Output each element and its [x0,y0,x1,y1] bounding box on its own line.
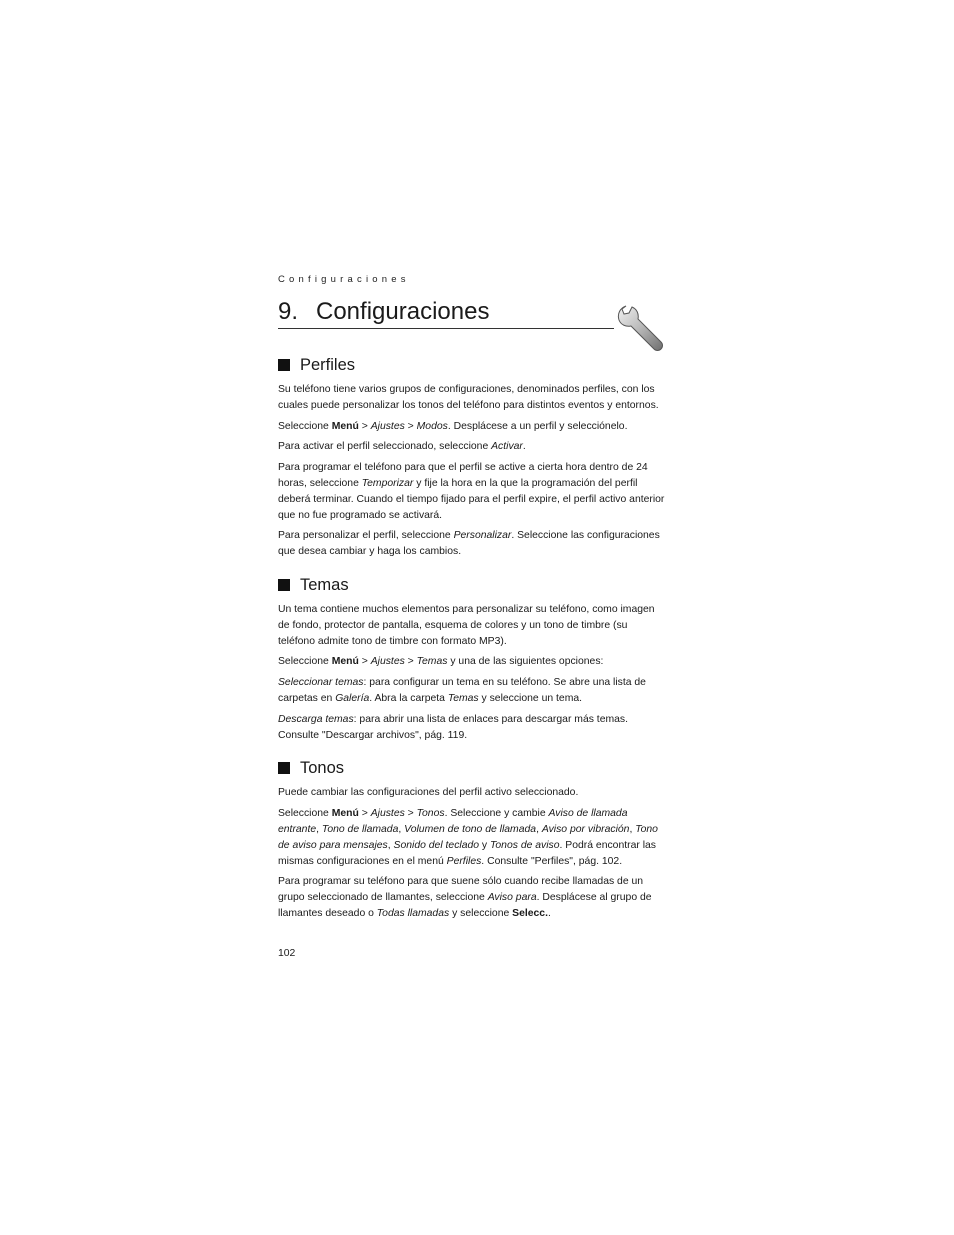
paragraph: Para activar el perfil seleccionado, seleccione Activar. [278,441,526,453]
paragraph: Seleccione Menú > Ajustes > Tonos. Seleccione y cambie Aviso de llamada entrante, Tono de llamada, Volumen de tono de llamada, Aviso por vibración, Tono de aviso para mensajes, Sonido del teclado y Tonos de aviso. Podrá encontrar las mismas configuraciones en el menú Perfiles. Consulte "Perfiles", pág. 102. [278,808,658,867]
section-heading-perfiles: Perfiles [278,354,666,376]
running-header: Configuraciones [278,274,410,285]
paragraph: Su teléfono tiene varios grupos de configuraciones, denominados perfiles, con los cuales puede personalizar los tonos del teléfono para distintos eventos y entornos. [278,384,659,411]
paragraph: Seleccionar temas: para configurar un tema en su teléfono. Se abre una lista de carpetas en Galería. Abra la carpeta Temas y seleccione un tema. [278,677,646,704]
section-perfiles [278,354,666,560]
paragraph: Seleccione Menú > Ajustes > Temas y una de las siguientes opciones: [278,656,604,668]
paragraph: Descarga temas: para abrir una lista de enlaces para descargar más temas. Consulte "Descargar archivos", pág. 119. [278,713,628,741]
page-number: 102 [278,948,296,959]
page-content [278,354,666,936]
section-heading-tonos: Tonos [278,757,666,779]
chapter-number: 9. [278,298,299,325]
paragraph: Seleccione Menú > Ajustes > Modos. Desplácese a un perfil y selecciónelo. [278,420,628,432]
paragraph: Puede cambiar las configuraciones del perfil activo seleccionado. [278,787,579,799]
wrench-icon [612,300,668,356]
chapter-title-text: Configuraciones [316,298,490,325]
paragraph: Para programar su teléfono para que suene sólo cuando recibe llamadas de un grupo seleccionado de llamantes, seleccione Aviso para. Desplácese al grupo de llamantes deseado o Todas llamadas y seleccione Selecc.. [278,876,652,919]
section-temas [278,574,666,743]
square-bullet-icon [278,762,290,774]
paragraph: Para programar el teléfono para que el perfil se active a cierta hora dentro de 24 horas, seleccione Temporizar y fije la hora en la que la programación del perfil deberá terminar. Cuando el tiempo fijado para el perfil expire, el perfil activo anterior que no fue programado se activará. [278,462,665,521]
section-tonos [278,757,666,921]
paragraph: Un tema contiene muchos elementos para personalizar su teléfono, como imagen de fondo, protector de pantalla, esquema de colores y un tono de timbre (su teléfono admite tono de timbre con formato MP3). [278,603,655,647]
paragraph: Para personalizar el perfil, seleccione Personalizar. Seleccione las configuraciones que desea cambiar y haga los cambios. [278,530,660,558]
square-bullet-icon [278,359,290,371]
chapter-title [278,296,614,329]
section-heading-temas: Temas [278,574,666,596]
square-bullet-icon [278,579,290,591]
